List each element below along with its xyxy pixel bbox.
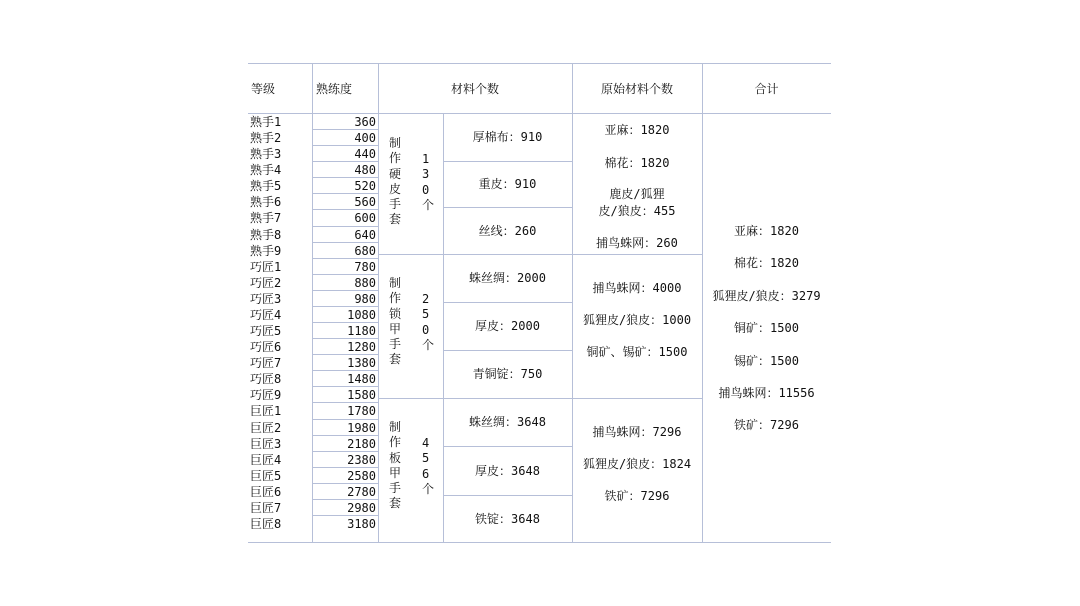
- grid-line: [312, 258, 378, 259]
- proficiency-cell: 2780: [347, 484, 376, 499]
- total-line: 捕鸟蛛网：11556: [718, 385, 815, 400]
- grid-line: [312, 242, 378, 243]
- craft-char: 制: [389, 276, 402, 290]
- grid-line: [312, 515, 378, 516]
- level-cell: 巨匠1: [250, 404, 282, 419]
- count-char: 0: [422, 322, 430, 337]
- craft-label: [389, 276, 401, 368]
- level-cell: 熟手7: [250, 211, 282, 226]
- count-char: 0: [422, 182, 430, 197]
- craft-char: 套: [389, 212, 402, 227]
- craft-char: 锁: [389, 306, 402, 321]
- craft-char: 套: [389, 496, 402, 511]
- raw-material-line: 铜矿、锡矿：1500: [586, 345, 688, 359]
- craft-label: [389, 420, 401, 512]
- count-char: 6: [422, 466, 430, 481]
- count-char: 个: [422, 481, 435, 496]
- craft-char: 作: [389, 291, 402, 306]
- proficiency-cell: 1480: [347, 372, 376, 387]
- proficiency-cell: 1280: [347, 340, 376, 355]
- raw-material-line: 皮/狼皮：455: [598, 204, 676, 218]
- proficiency-cell: 400: [354, 131, 376, 146]
- level-cell: 巧匠5: [250, 324, 282, 339]
- proficiency-cell: 1180: [347, 324, 376, 339]
- raw-material-line: 狐狸皮/狼皮：1000: [582, 313, 692, 327]
- header-level: 等级: [251, 82, 276, 96]
- craft-char: 硬: [389, 166, 402, 181]
- raw-material-line: 捕鸟蛛网：7296: [592, 425, 682, 439]
- proficiency-cell: 2980: [347, 500, 376, 515]
- material-table: [248, 63, 831, 543]
- craft-char: 甲: [389, 321, 402, 336]
- level-cell: 巨匠6: [250, 484, 282, 499]
- grid-line: [312, 419, 378, 420]
- grid-line: [312, 209, 378, 210]
- level-cell: 巧匠4: [250, 307, 282, 322]
- grid-line: [572, 63, 573, 543]
- level-cell: 熟手9: [250, 243, 282, 258]
- grid-line: [312, 402, 378, 403]
- raw-materials-cell: [572, 424, 702, 520]
- grid-line: [312, 290, 378, 291]
- level-cell: 熟手5: [250, 179, 282, 194]
- level-cell: 巨匠8: [250, 517, 282, 531]
- level-cell: 巨匠7: [250, 500, 282, 515]
- level-cell: 巨匠4: [250, 452, 282, 467]
- grid-line: [312, 63, 313, 543]
- proficiency-cell: 1580: [347, 388, 376, 403]
- grid-line: [312, 226, 378, 227]
- raw-material-line: 棉花：1820: [604, 156, 670, 170]
- proficiency-cell: 980: [354, 291, 376, 306]
- grid-line: [312, 370, 378, 371]
- count-char: 1: [422, 152, 430, 166]
- grid-line: [312, 129, 378, 130]
- level-cell: 巧匠7: [250, 356, 282, 371]
- level-cell: 熟手1: [250, 115, 282, 129]
- grid-line: [312, 386, 378, 387]
- level-cell: 巧匠6: [250, 340, 282, 355]
- proficiency-cell: 780: [354, 259, 376, 274]
- proficiency-cell: 680: [354, 243, 376, 258]
- material-cell: 蛛丝绸：2000: [469, 271, 546, 285]
- grid-line: [312, 435, 378, 436]
- level-cell: 巧匠9: [250, 388, 282, 403]
- proficiency-cell: 440: [354, 147, 376, 162]
- level-cell: 巧匠3: [250, 291, 282, 306]
- grid-line: [443, 446, 572, 447]
- proficiency-cell: 360: [354, 115, 376, 129]
- craft-char: 作: [389, 151, 402, 166]
- grid-line: [443, 207, 572, 208]
- raw-material-line: 狐狸皮/狼皮：1824: [582, 457, 692, 471]
- grid-line: [248, 63, 831, 64]
- grid-line: [312, 467, 378, 468]
- count-char: 个: [422, 197, 435, 212]
- count-label: [422, 152, 434, 213]
- grid-line: [702, 63, 703, 543]
- grid-line: [248, 113, 831, 114]
- material-cell: 重皮：910: [478, 177, 537, 191]
- craft-label: [389, 136, 401, 228]
- grid-line: [312, 274, 378, 275]
- grid-line: [312, 177, 378, 178]
- proficiency-cell: 2180: [347, 436, 376, 451]
- level-cell: 熟手8: [250, 227, 282, 242]
- raw-material-line: 捕鸟蛛网：4000: [592, 281, 682, 295]
- craft-char: 套: [389, 352, 402, 367]
- proficiency-cell: 560: [354, 195, 376, 210]
- count-char: 4: [422, 436, 430, 450]
- count-label: [422, 292, 434, 353]
- proficiency-cell: 640: [354, 227, 376, 242]
- proficiency-cell: 2580: [347, 468, 376, 483]
- craft-char: 作: [389, 435, 402, 450]
- raw-material-line: 铁矿：7296: [604, 489, 670, 503]
- craft-char: 皮: [389, 181, 402, 196]
- proficiency-cell: 520: [354, 179, 376, 194]
- count-char: 个: [422, 337, 435, 352]
- grid-line: [443, 161, 572, 162]
- level-cell: 熟手2: [250, 131, 282, 146]
- header-raw-materials: 原始材料个数: [600, 82, 673, 96]
- proficiency-cell: 880: [354, 275, 376, 290]
- grid-line: [312, 451, 378, 452]
- craft-char: 手: [389, 337, 402, 352]
- material-cell: 厚棉布：910: [472, 130, 543, 145]
- raw-material-line: 鹿皮/狐狸: [609, 187, 665, 201]
- level-cell: 巨匠5: [250, 468, 282, 483]
- count-char: 5: [422, 451, 430, 466]
- proficiency-cell: 1780: [347, 404, 376, 419]
- craft-char: 手: [389, 197, 402, 212]
- level-cell: 巧匠8: [250, 372, 282, 387]
- total-line: 铁矿：7296: [734, 418, 799, 433]
- grid-line: [443, 495, 572, 496]
- level-cell: 巨匠2: [250, 420, 282, 435]
- proficiency-cell: 1080: [347, 307, 376, 322]
- grid-line: [312, 338, 378, 339]
- material-cell: 厚皮：3648: [475, 463, 540, 478]
- craft-char: 甲: [389, 465, 402, 480]
- craft-char: 制: [389, 136, 402, 150]
- grid-line: [443, 350, 572, 351]
- material-cell: 丝线：260: [478, 223, 537, 238]
- proficiency-cell: 3180: [347, 517, 376, 531]
- grid-line: [378, 398, 702, 399]
- grid-line: [443, 302, 572, 303]
- raw-material-line: 捕鸟蛛网：260: [596, 236, 678, 250]
- craft-char: 板: [389, 450, 402, 465]
- raw-material-line: 亚麻：1820: [604, 123, 670, 137]
- grid-line: [312, 322, 378, 323]
- craft-char: 制: [389, 420, 402, 434]
- header-total: 合计: [754, 82, 779, 96]
- grid-line: [248, 542, 831, 543]
- grid-line: [378, 63, 379, 543]
- grid-line: [312, 483, 378, 484]
- header-proficiency: 熟练度: [316, 82, 353, 96]
- total-line: 狐狸皮/狼皮：3279: [712, 288, 821, 303]
- material-cell: 铁锭：3648: [475, 511, 540, 526]
- craft-char: 手: [389, 481, 402, 496]
- grid-line: [312, 354, 378, 355]
- proficiency-cell: 1980: [347, 420, 376, 435]
- level-cell: 巧匠1: [250, 259, 282, 274]
- total-line: 棉花：1820: [734, 256, 799, 271]
- proficiency-cell: 600: [354, 211, 376, 226]
- grid-line: [443, 114, 444, 543]
- count-char: 3: [422, 167, 430, 182]
- header-materials: 材料个数: [450, 82, 499, 96]
- level-cell: 熟手4: [250, 163, 282, 178]
- grid-line: [312, 306, 378, 307]
- grid-line: [378, 254, 702, 255]
- totals-cell: [702, 223, 831, 450]
- count-char: 2: [422, 292, 430, 306]
- grid-line: [312, 161, 378, 162]
- material-cell: 青铜锭：750: [472, 367, 543, 381]
- grid-line: [312, 193, 378, 194]
- proficiency-cell: 480: [354, 163, 376, 178]
- level-cell: 熟手6: [250, 195, 282, 210]
- count-label: [422, 436, 434, 497]
- level-cell: 巨匠3: [250, 436, 282, 451]
- grid-line: [312, 145, 378, 146]
- material-cell: 厚皮：2000: [475, 319, 540, 333]
- count-char: 5: [422, 307, 430, 322]
- raw-materials-cell: [572, 280, 702, 376]
- total-line: 亚麻：1820: [734, 224, 799, 238]
- material-cell: 蛛丝绸：3648: [469, 415, 546, 430]
- level-cell: 熟手3: [250, 147, 282, 162]
- proficiency-cell: 1380: [347, 356, 376, 371]
- level-cell: 巧匠2: [250, 275, 282, 290]
- grid-line: [312, 499, 378, 500]
- total-line: 铜矿：1500: [734, 321, 799, 336]
- proficiency-cell: 2380: [347, 452, 376, 467]
- total-line: 锡矿：1500: [734, 353, 799, 368]
